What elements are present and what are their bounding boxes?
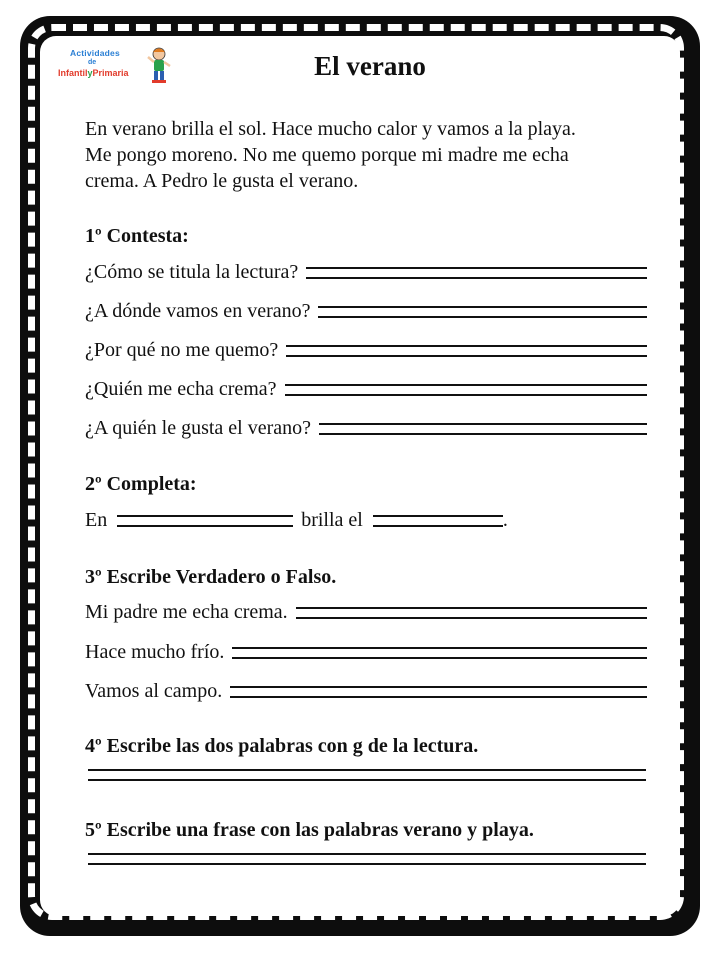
completion-text-2: brilla el (301, 509, 363, 531)
logo-line-3 (58, 69, 129, 78)
question-text: ¿A quién le gusta el verano? (85, 417, 312, 439)
logo-word-primaria: Primaria (92, 68, 129, 78)
statement-row (85, 673, 647, 703)
section-1-heading: 1º Contesta: (85, 225, 189, 247)
answer-line[interactable] (318, 306, 647, 318)
fill-blank[interactable] (117, 515, 293, 527)
question-row (85, 410, 647, 440)
section-3-heading: 3º Escribe Verdadero o Falso. (85, 566, 337, 588)
question-row (85, 371, 647, 401)
page-title: El verano (314, 51, 426, 81)
logo-line-1: Actividades (70, 48, 120, 58)
section-5-heading: 5º Escribe una frase con las palabras verano y playa. (85, 819, 534, 841)
reading-line: En verano brilla el sol. Hace mucho calor y vamos a la playa. (85, 118, 576, 140)
logo-line-2: de (88, 59, 97, 66)
site-logo (54, 46, 174, 86)
logo-word-infantil: Infantil (58, 68, 88, 78)
question-text: ¿Cómo se titula la lectura? (85, 261, 299, 283)
answer-line[interactable] (286, 345, 647, 357)
reading-line: crema. A Pedro le gusta el verano. (85, 170, 359, 192)
statement-text: Hace mucho frío. (85, 641, 225, 663)
logo-word-y: y (87, 68, 93, 78)
statement-row (85, 634, 647, 664)
question-text: ¿Por qué no me quemo? (85, 339, 279, 361)
answer-line[interactable] (88, 853, 646, 865)
answer-line[interactable] (285, 384, 647, 396)
answer-line[interactable] (230, 686, 647, 698)
section-2-heading: 2º Completa: (85, 473, 197, 495)
section-4-heading: 4º Escribe las dos palabras con g de la lectura. (85, 735, 479, 757)
question-text: ¿A dónde vamos en verano? (85, 300, 311, 322)
completion-text-1: En (85, 509, 108, 531)
statement-row (85, 594, 647, 624)
completion-text-3: . (502, 509, 508, 531)
question-text: ¿Quién me echa crema? (85, 378, 277, 400)
completion-row (85, 502, 545, 532)
statement-text: Mi padre me echa crema. (85, 601, 288, 623)
question-row (85, 254, 647, 284)
answer-line[interactable] (306, 267, 647, 279)
answer-line[interactable] (296, 607, 647, 619)
kid-mascot-icon (146, 46, 172, 84)
answer-line[interactable] (88, 769, 646, 781)
statement-text: Vamos al campo. (85, 680, 223, 702)
question-row (85, 332, 647, 362)
answer-line[interactable] (319, 423, 647, 435)
question-row (85, 293, 647, 323)
reading-paragraph (85, 116, 665, 194)
fill-blank[interactable] (373, 515, 503, 527)
reading-line: Me pongo moreno. No me quemo porque mi madre me echa (85, 144, 569, 166)
answer-line[interactable] (232, 647, 647, 659)
